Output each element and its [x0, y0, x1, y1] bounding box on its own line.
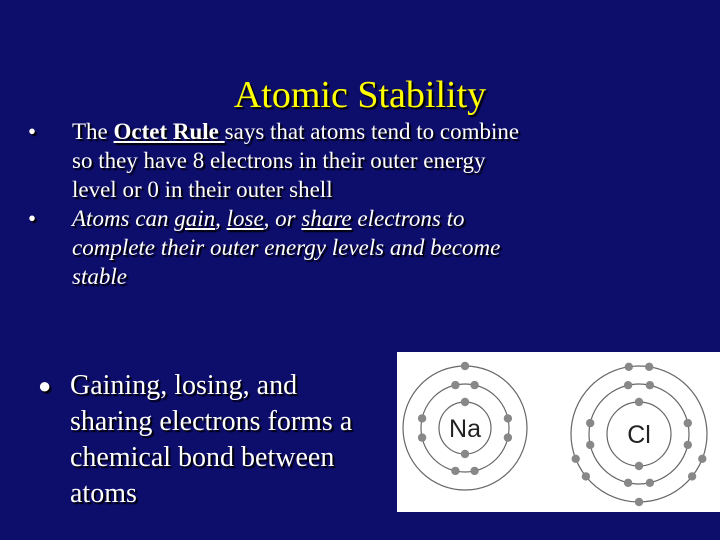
bullet-text: ,: [215, 206, 227, 231]
octet-rule-term: Octet Rule: [113, 119, 225, 144]
share-term: share: [301, 206, 352, 231]
electron: [688, 472, 696, 480]
electron: [451, 467, 459, 475]
electron: [504, 433, 512, 441]
chlorine-label: Cl: [627, 421, 651, 449]
bullet-marker: •: [28, 206, 37, 231]
electron: [451, 381, 459, 389]
bullet-chemical-bond: [38, 368, 398, 512]
electron: [582, 472, 590, 480]
bullet-text-block: [38, 368, 398, 512]
electron: [461, 398, 469, 406]
bullet-line: stable: [72, 264, 127, 289]
electron: [418, 414, 426, 422]
lose-term: lose: [226, 206, 264, 231]
bullet-text: says that atoms tend to combine: [224, 119, 520, 144]
electron: [461, 450, 469, 458]
electron: [635, 498, 643, 506]
sodium-atom: [403, 366, 527, 490]
electron: [645, 363, 653, 371]
sodium-label: Na: [449, 415, 481, 443]
bullet-text: electrons to: [351, 206, 465, 231]
bullet-text: Atoms can: [72, 206, 175, 231]
bullet-text: The: [72, 119, 114, 144]
bullet-list: [28, 117, 688, 291]
bullet-line: atoms: [70, 478, 137, 509]
electron: [624, 479, 632, 487]
electron: [646, 381, 654, 389]
bullet-line: chemical bond between: [70, 442, 335, 473]
atom-diagram-svg: [397, 352, 720, 512]
bullet-gain-lose-share: [28, 204, 688, 291]
electron: [635, 462, 643, 470]
electron: [684, 441, 692, 449]
electron: [684, 419, 692, 427]
slide-title: Atomic Stability: [233, 74, 487, 116]
electron: [470, 467, 478, 475]
electron: [646, 479, 654, 487]
electron: [586, 441, 594, 449]
electron: [624, 381, 632, 389]
electron: [586, 419, 594, 427]
bullet-marker: ●: [38, 373, 52, 398]
gain-term: gain: [174, 206, 216, 231]
bullet-line: level or 0 in their outer shell: [72, 177, 333, 202]
bullet-line: so they have 8 electrons in their outer energy: [72, 148, 486, 173]
bullet-marker: •: [28, 119, 37, 144]
electron: [470, 381, 478, 389]
bullet-line: [72, 204, 688, 233]
bullet-line: complete their outer energy levels and become: [72, 235, 501, 260]
chlorine-atom: [571, 366, 707, 502]
electron: [572, 455, 580, 463]
electron: [461, 362, 469, 370]
bullet-line: Gaining, losing, and: [70, 370, 298, 401]
electron: [635, 398, 643, 406]
atom-diagram: [397, 352, 720, 512]
bullet-octet-rule: [28, 117, 688, 204]
electron: [418, 433, 426, 441]
electron: [625, 363, 633, 371]
bullet-text: , or: [263, 206, 302, 231]
electron: [698, 455, 706, 463]
bullet-line: [72, 117, 688, 146]
electron: [504, 414, 512, 422]
bullet-line: sharing electrons forms a: [70, 406, 353, 437]
